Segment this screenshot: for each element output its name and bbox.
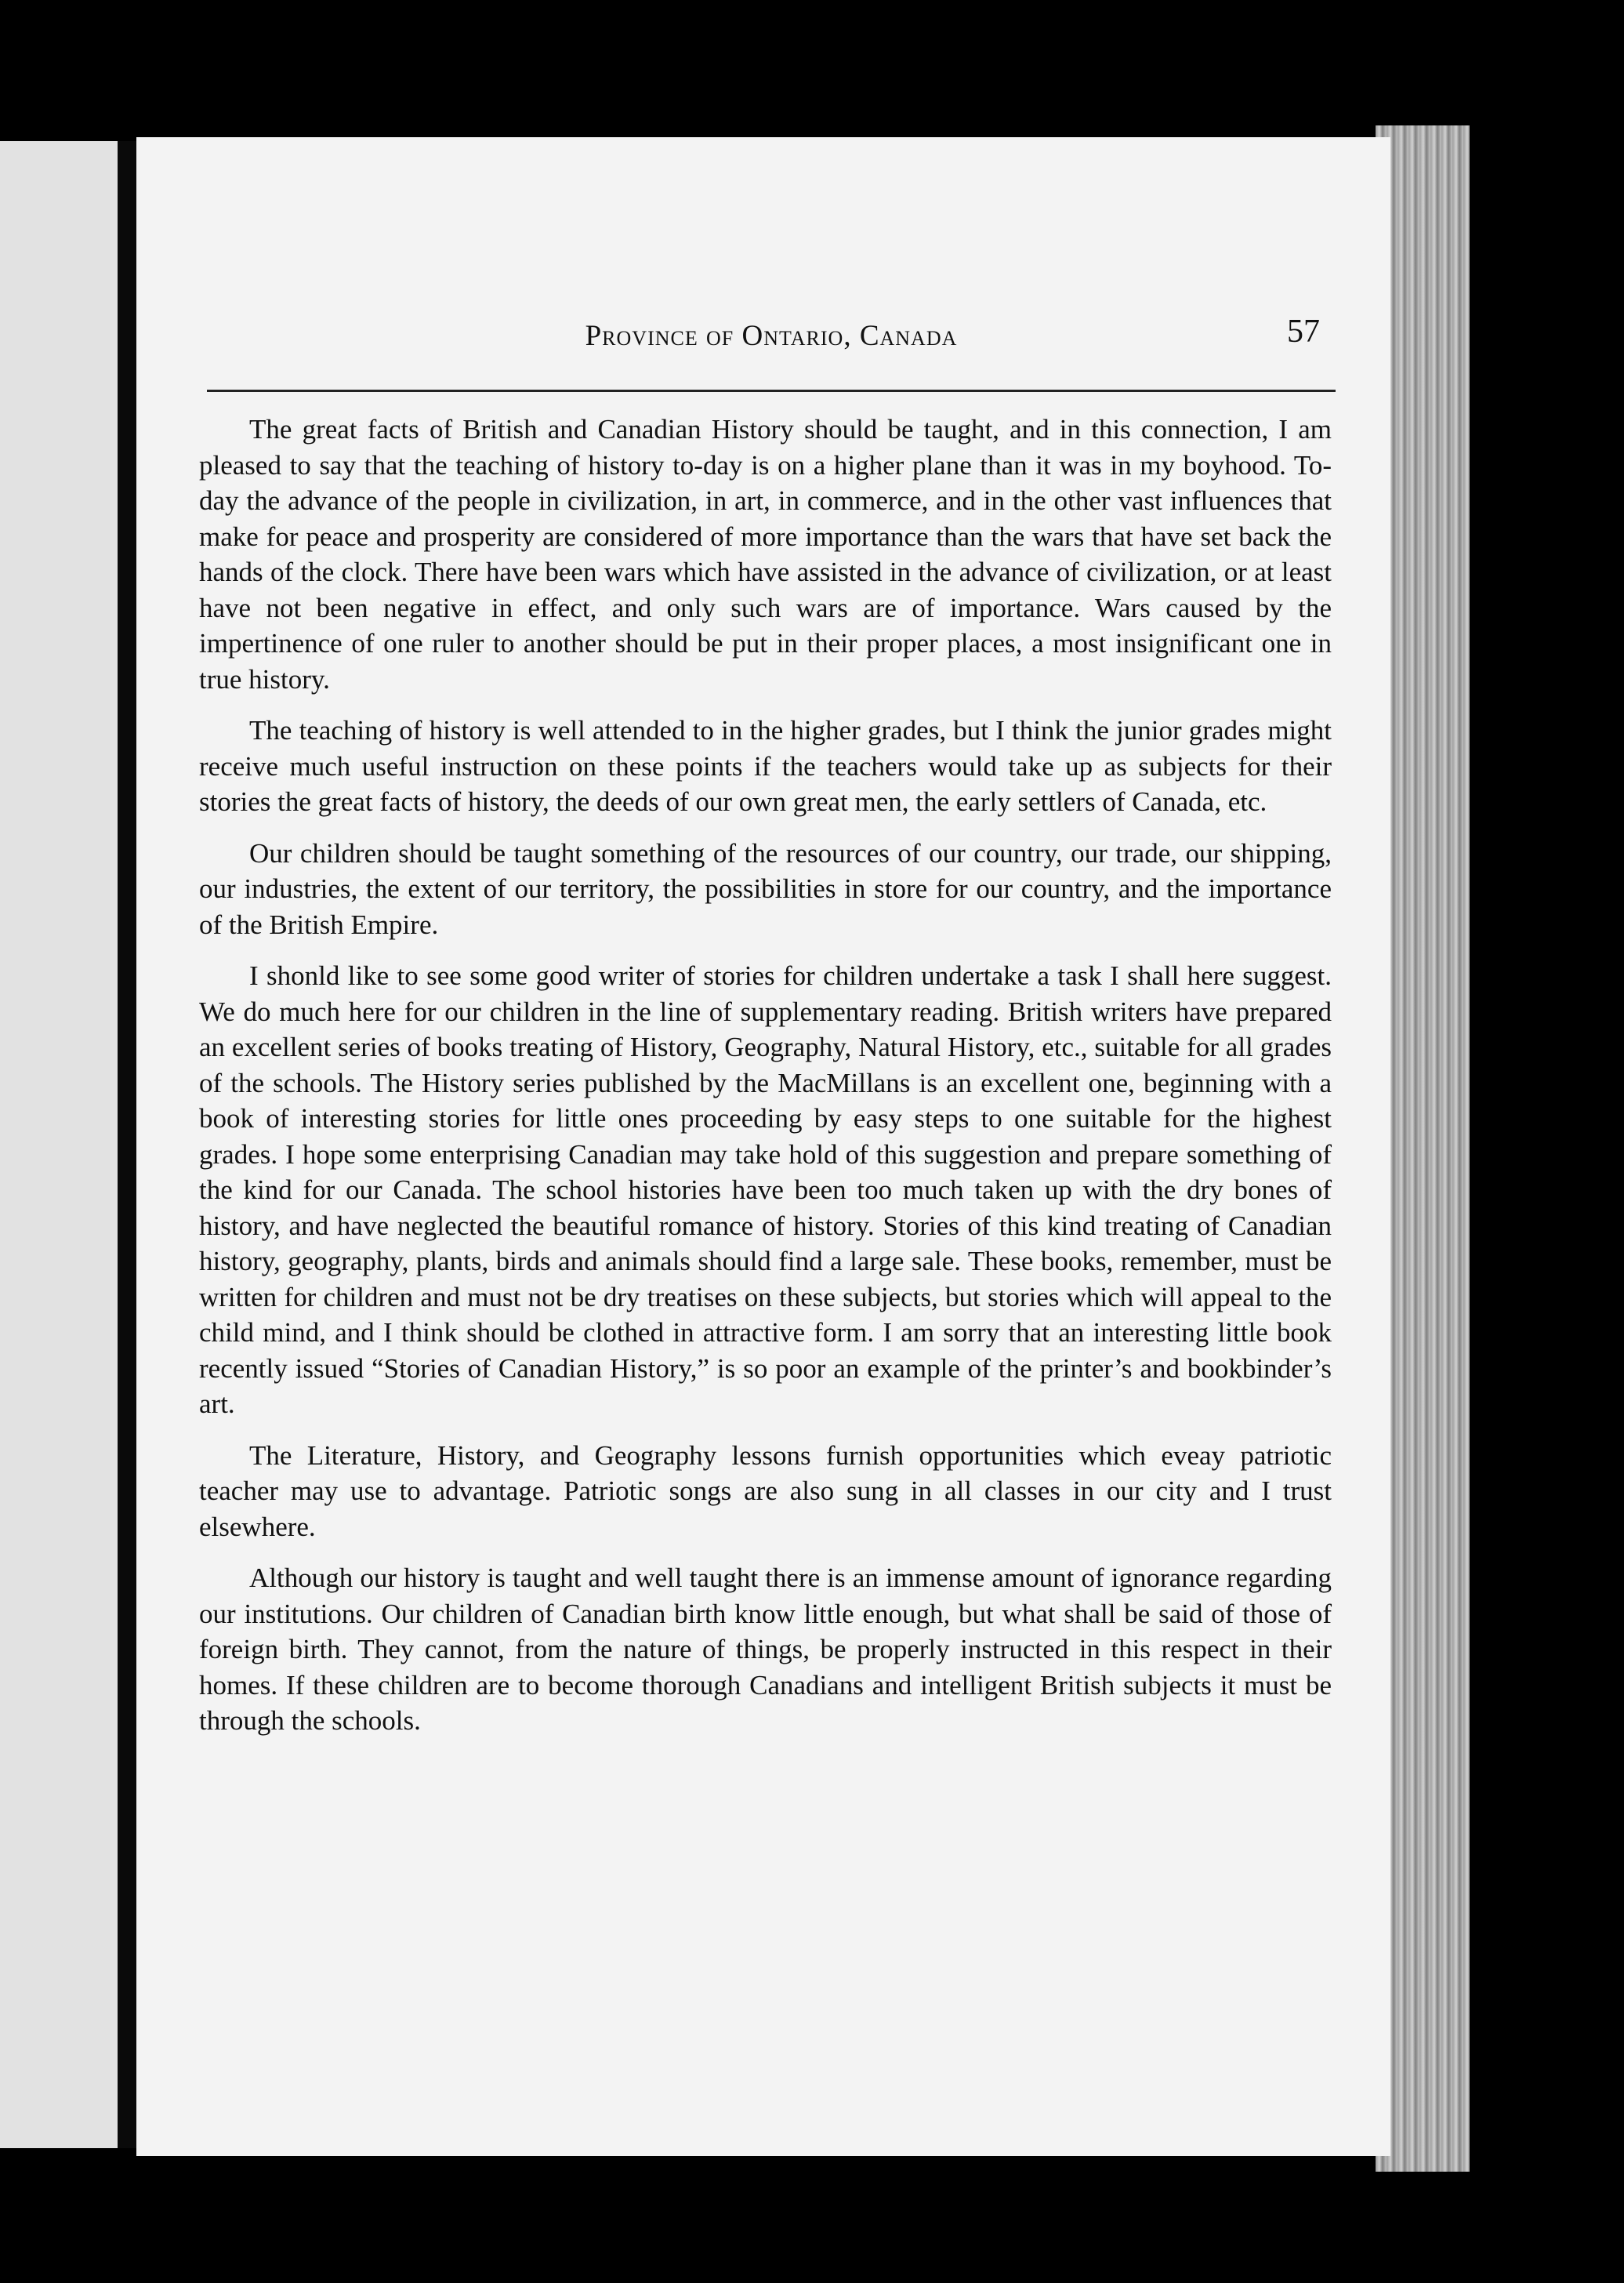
paragraph: I shonld like to see some good writer of stories for children undertake a task I shall here suggest. We do much here for our children in the line of supplementary reading. British writers have prepared an excellent series of books treating of History, Geography, Natural History, etc., suitable for all grades of the schools. The History series published by the MacMillans is an excellent one, beginning with a book of interesting stories for little ones proceeding by easy steps to one suitable for the highest grades. I hope some enterprising Canadian may take hold of this suggestion and prepare something of the kind for our Canada. The school histories have been too much taken up with the dry bones of history, and have neglected the beautiful romance of history. Stories of this kind treating of Canadian history, geography, plants, birds and animals should find a large sale. These books, remember, must be written for children and must not be dry treatises on these subjects, but stories which will appeal to the child mind, and I think should be clothed in attractive form. I am sorry that an interesting little book recently issued “Stories of Canadian History,” is so poor an example of the printer’s and bookbinder’s art. — [199, 960, 1332, 1419]
body-text — [199, 412, 1332, 1755]
paragraph: The great facts of British and Canadian History should be taught, and in this connection, I am pleased to say that the teaching of history to-day is on a higher plane than it was in my boyhood. To-day the advance of the people in civilization, in art, in commerce, and in the other vast influences that make for peace and prosperity are considered of more importance than the wars that have set back the hands of the clock. There have been wars which have assisted in the advance of civilization, or at least have not been negative in effect, and only such wars are of importance. Wars caused by the impertinence of one ruler to another should be put in their proper places, a most insignificant one in true history. — [199, 414, 1332, 695]
facing-page-edge — [0, 141, 118, 2148]
book-gutter — [118, 141, 136, 2148]
paragraph: The teaching of history is well attended to in the higher grades, but I think the junior grades might receive much useful instruction on these points if the teachers would take up as subjects for their stories the great facts of history, the deeds of our own great men, the early settlers of Canada, etc. — [199, 715, 1332, 817]
paragraph: Our children should be taught something of the resources of our country, our trade, our shipping, our industries, the extent of our territory, the possibilities in store for our country, and the importance of the British Empire. — [199, 837, 1332, 940]
running-head — [207, 314, 1336, 392]
running-title: Province of Ontario, Canada — [585, 320, 958, 352]
page-number: 57 — [1287, 314, 1320, 350]
book-page — [136, 137, 1390, 2156]
paragraph: Although our history is taught and well taught there is an immense amount of ignorance regarding our institutions. Our children of Canadian birth know little enough, but what shall be said of those of foreign birth. They cannot, from the nature of things, be properly instructed in this respect in their homes. If these children are to become thorough Canadians and intelligent British subjects it must be through the schools. — [199, 1563, 1332, 1736]
paragraph: The Literature, History, and Geography lessons furnish opportunities which eveay patriotic teacher may use to advantage. Patriotic songs are also sung in all classes in our city and I trust elsewhere. — [199, 1439, 1332, 1542]
